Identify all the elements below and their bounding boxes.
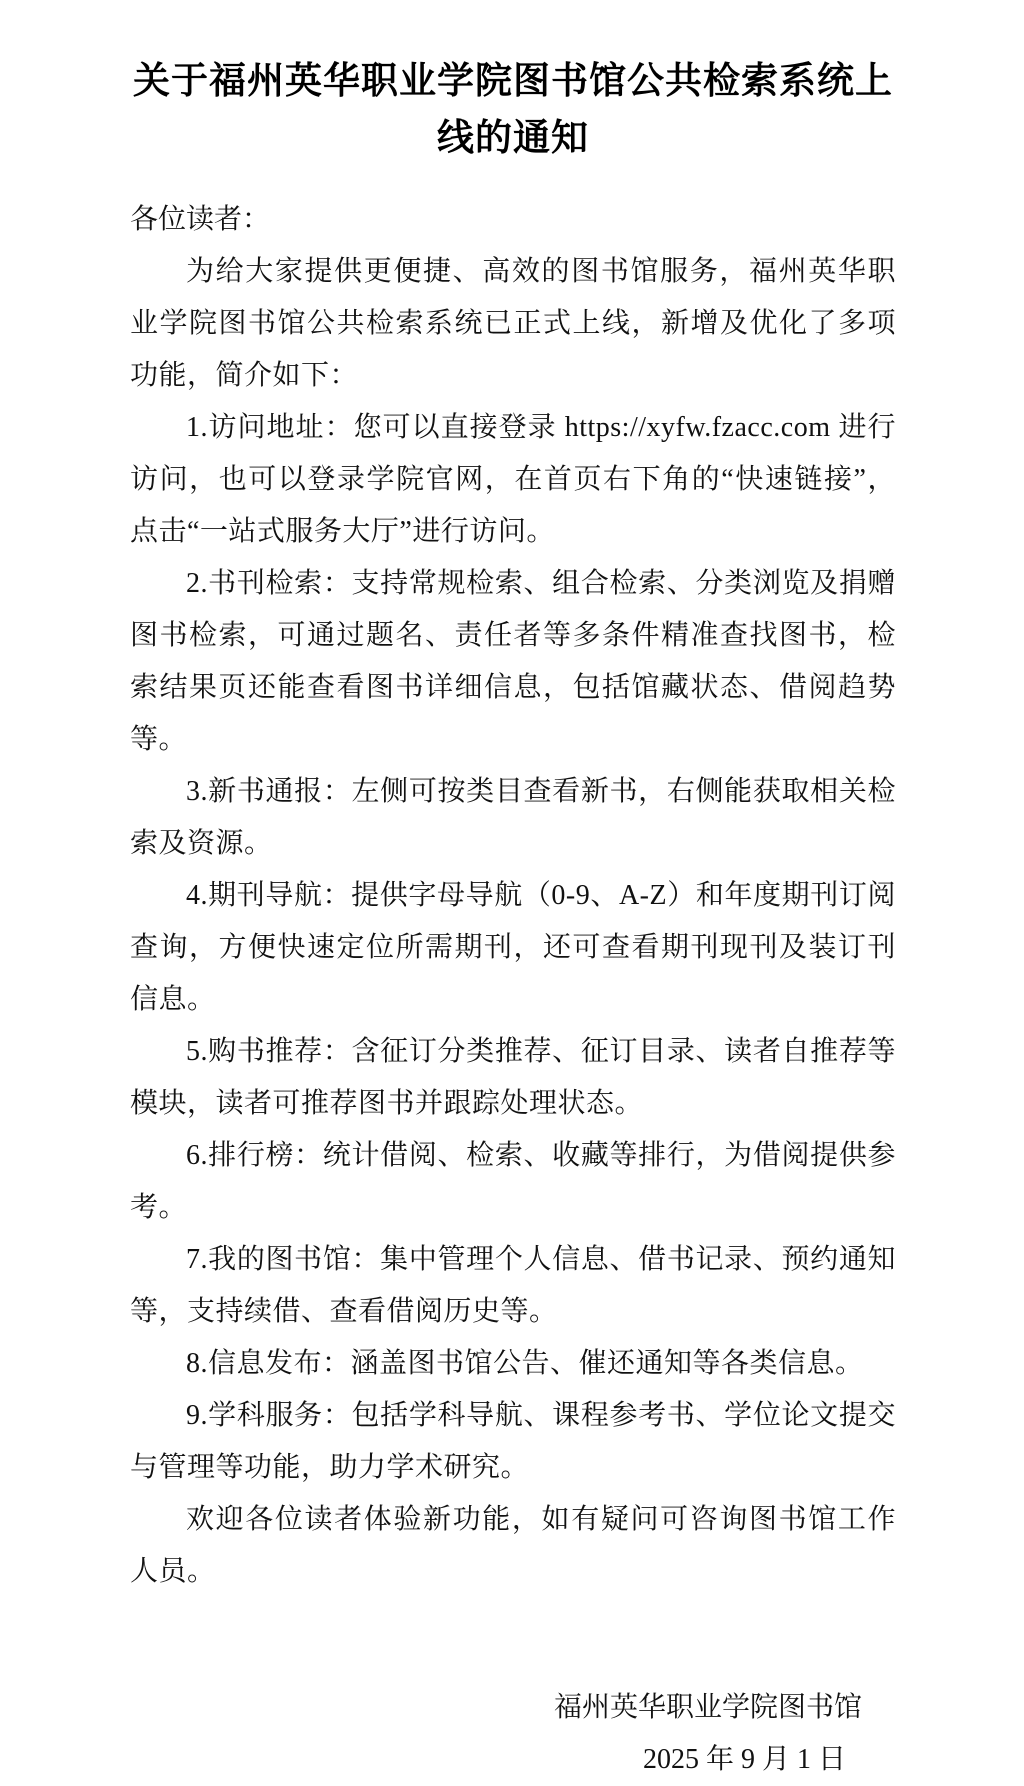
paragraph-item-4-journal-navigation: 4.期刊导航：提供字母导航（0-9、A-Z）和年度期刊订阅查询，方便快速定位所需期刊，还可查看期刊现刊及装订刊信息。 xyxy=(130,880,896,1015)
paragraph-item-5-purchase-recommendation: 5.购书推荐：含征订分类推荐、征订目录、读者自推荐等模块，读者可推荐图书并跟踪处理状态。 xyxy=(130,1036,896,1119)
signature-date: 2025 年 9 月 1 日 xyxy=(642,1744,846,1775)
paragraph-item-7-my-library: 7.我的图书馆：集中管理个人信息、借书记录、预约通知等，支持续借、查看借阅历史等。 xyxy=(130,1244,896,1327)
paragraph-item-6-ranking-list: 6.排行榜：统计借阅、检索、收藏等排行，为借阅提供参考。 xyxy=(130,1140,896,1223)
document-body xyxy=(130,246,896,1598)
salutation: 各位读者： xyxy=(130,204,271,235)
document-title: 关于福州英华职业学院图书馆公共检索系统上线的通知 xyxy=(133,60,893,158)
signature-organization: 福州英华职业学院图书馆 xyxy=(553,1692,862,1723)
paragraph-item-8-information-release: 8.信息发布：涵盖图书馆公告、催还通知等各类信息。 xyxy=(186,1348,864,1379)
paragraph-item-9-subject-service: 9.学科服务：包括学科导航、课程参考书、学位论文提交与管理等功能，助力学术研究。 xyxy=(130,1400,896,1483)
paragraph-item-2-book-search: 2.书刊检索：支持常规检索、组合检索、分类浏览及捐赠图书检索，可通过题名、责任者等多条件精准查找图书，检索结果页还能查看图书详细信息，包括馆藏状态、借阅趋势等。 xyxy=(130,568,896,755)
paragraph-intro: 为给大家提供更便捷、高效的图书馆服务，福州英华职业学院图书馆公共检索系统已正式上线，新增及优化了多项功能，简介如下： xyxy=(130,256,896,391)
signature-block xyxy=(130,1682,896,1786)
paragraph-item-1-access-address: 1.访问地址：您可以直接登录 https://xyfw.fzacc.com 进行访问，也可以登录学院官网，在首页右下角的“快速链接”，点击“一站式服务大厅”进行访问。 xyxy=(130,412,896,547)
paragraph-closing: 欢迎各位读者体验新功能，如有疑问可咨询图书馆工作人员。 xyxy=(130,1504,896,1587)
paragraph-item-3-new-book-bulletin: 3.新书通报：左侧可按类目查看新书，右侧能获取相关检索及资源。 xyxy=(130,776,896,859)
